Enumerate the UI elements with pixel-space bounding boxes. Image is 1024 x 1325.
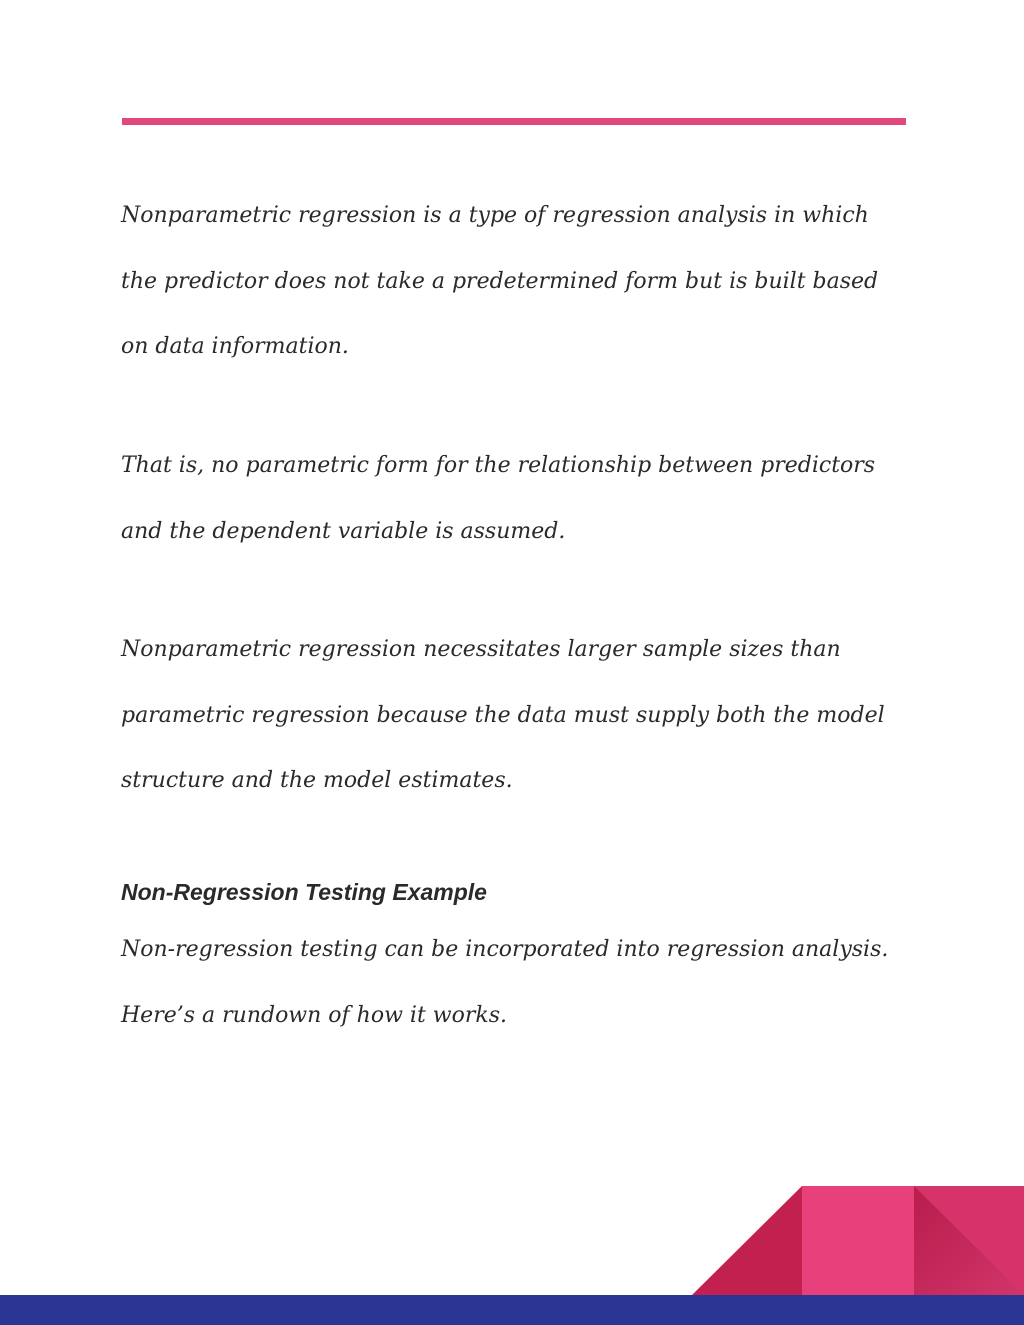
footer-navy-band	[0, 1295, 1024, 1325]
footer-triangle-shape	[692, 1186, 802, 1295]
paragraph-line: structure and the model estimates.	[121, 768, 513, 793]
paragraph-assumption	[121, 433, 911, 564]
paragraph-line: Nonparametric regression is a type of regression analysis in which	[121, 203, 869, 228]
top-accent-rule	[122, 118, 906, 125]
section-heading: Non-Regression Testing Example	[121, 879, 487, 905]
footer-pink-block	[802, 1186, 914, 1295]
section-paragraph	[121, 917, 911, 1048]
paragraph-line: That is, no parametric form for the relationship between predictors	[121, 453, 876, 478]
paragraph-intro	[121, 183, 911, 380]
paragraph-line: Non-regression testing can be incorporated into regression analysis.	[121, 937, 889, 962]
paragraph-line: the predictor does not take a predetermined form but is built based	[121, 268, 879, 294]
paragraph-sample-size	[121, 617, 911, 814]
paragraph-line: Here’s a rundown of how it works.	[121, 1002, 507, 1028]
paragraph-line: Nonparametric regression necessitates larger sample sizes than	[121, 637, 841, 662]
paragraph-line: on data information.	[121, 334, 349, 359]
paragraph-line: parametric regression because the data must supply both the model	[121, 702, 885, 728]
footer-decoration	[0, 1180, 1024, 1325]
paragraph-line: and the dependent variable is assumed.	[121, 518, 566, 544]
